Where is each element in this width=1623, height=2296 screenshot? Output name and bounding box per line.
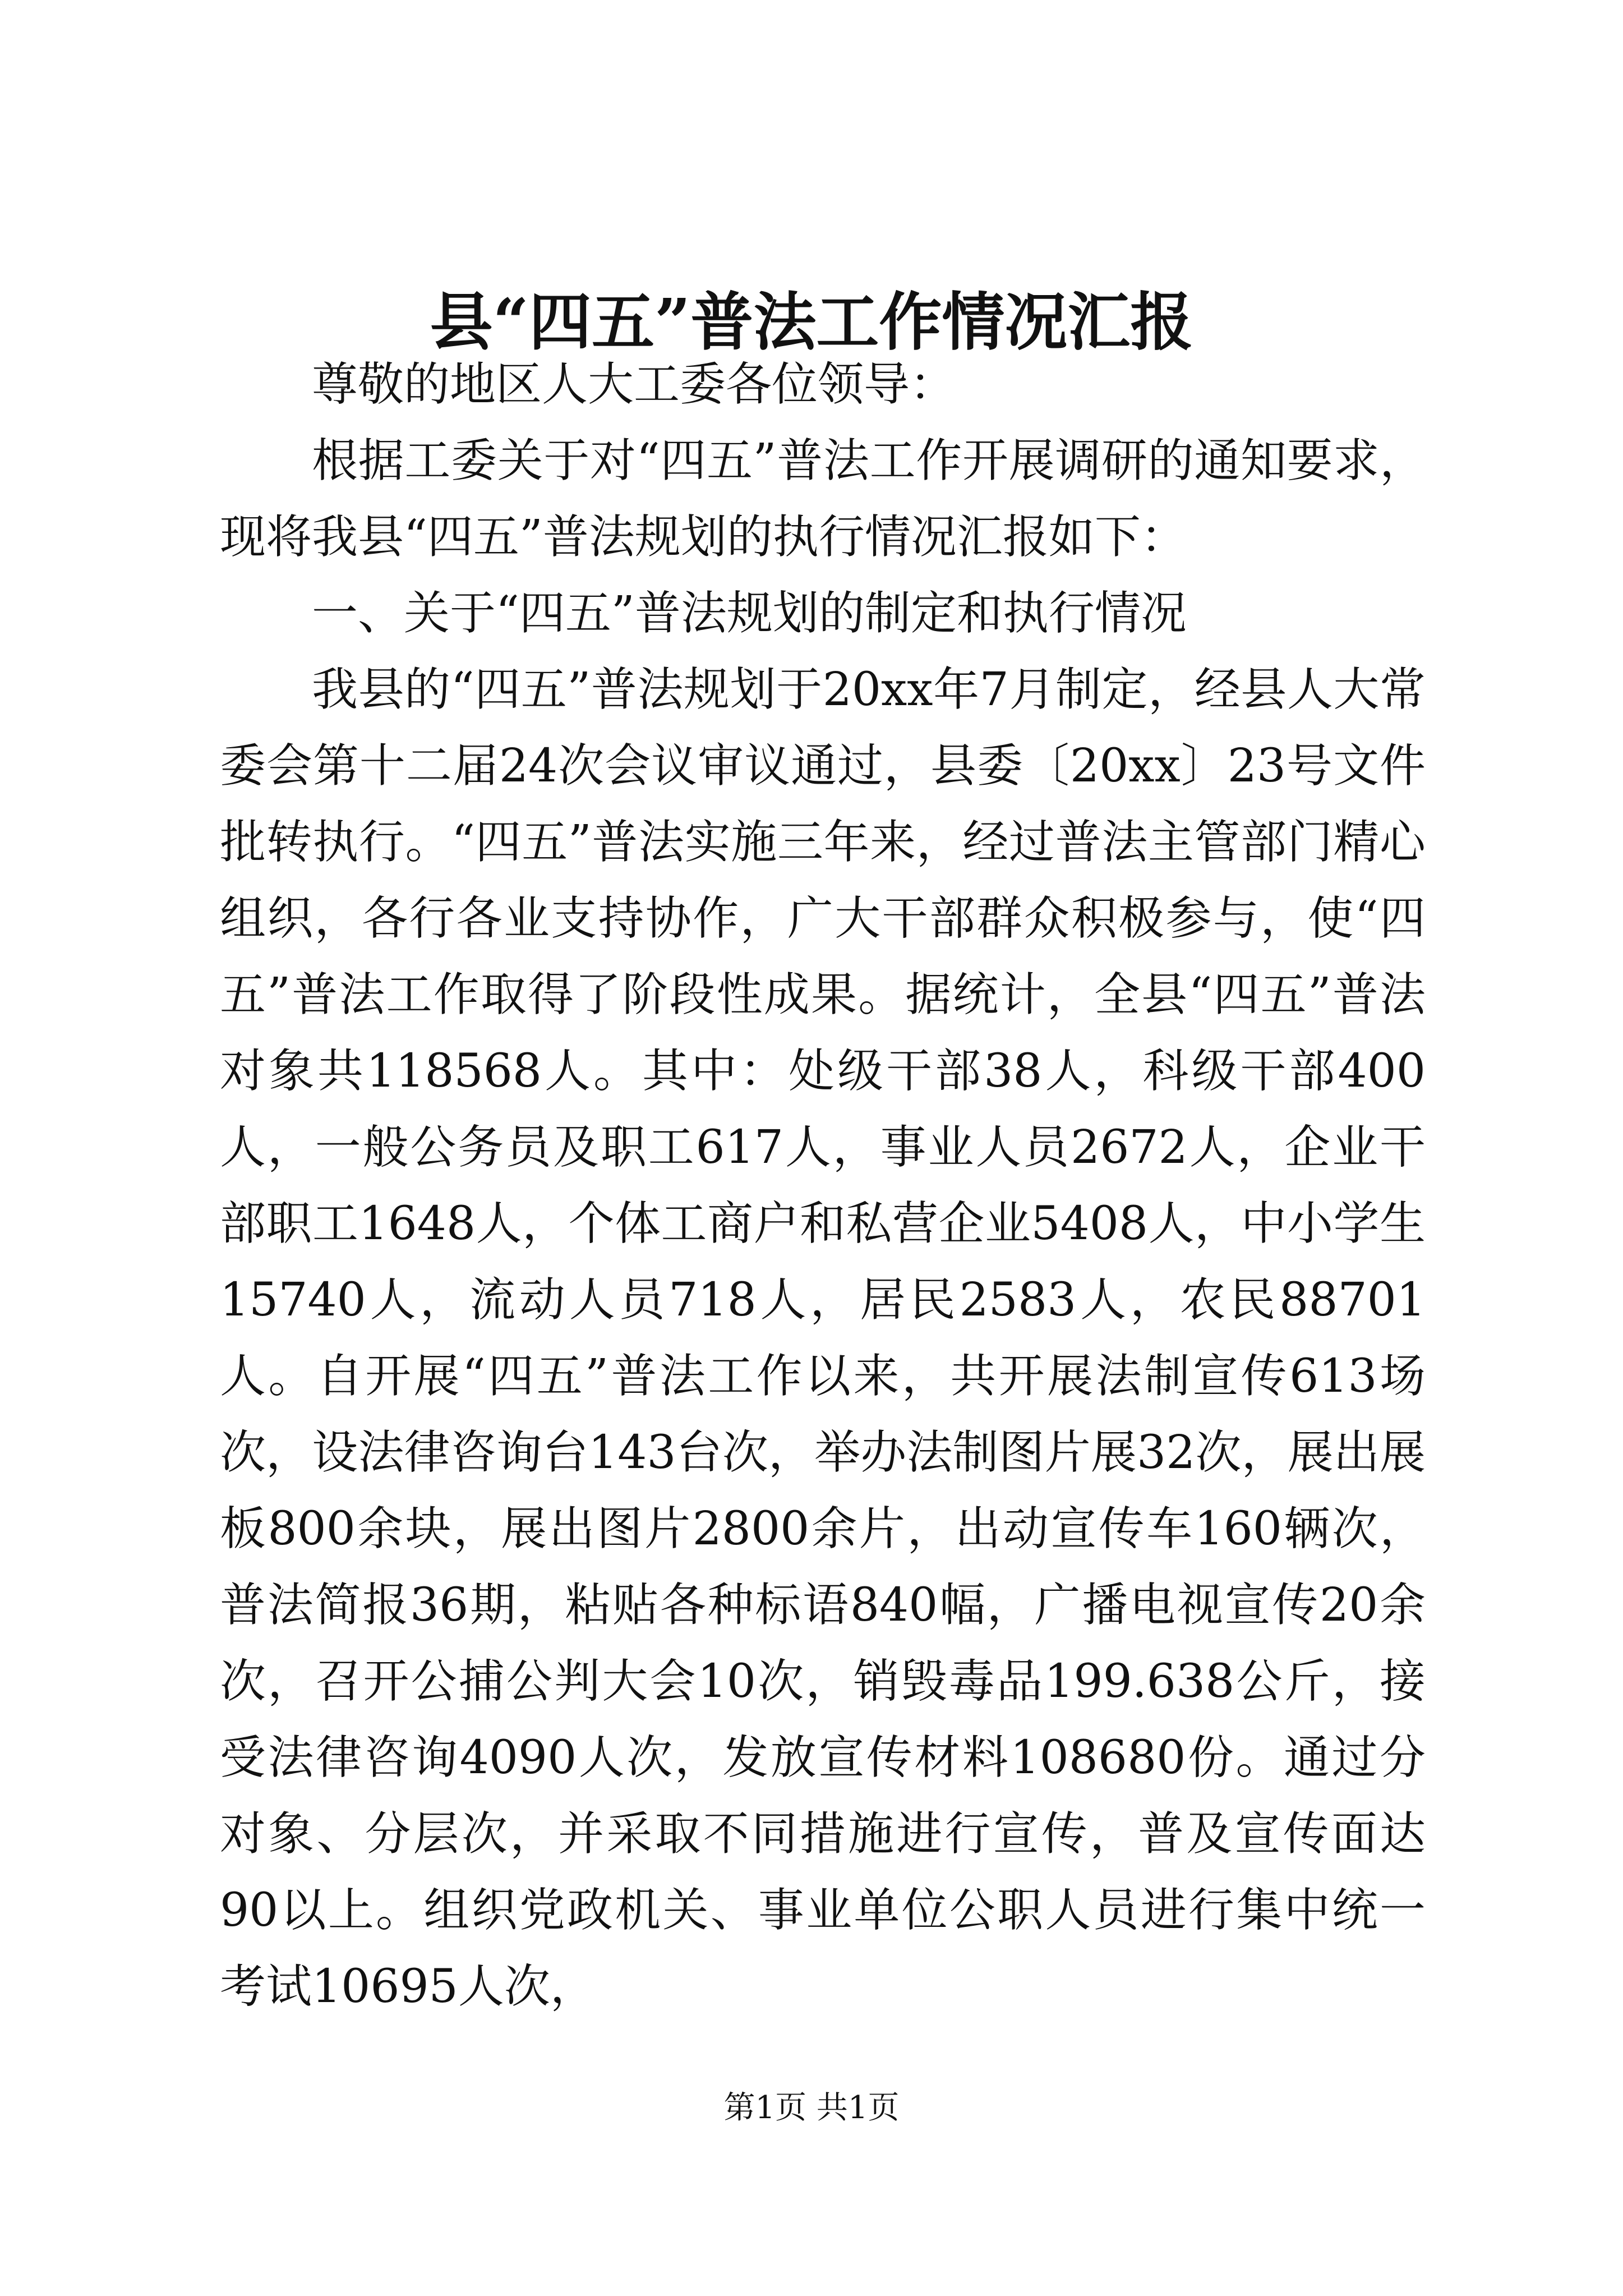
salutation-paragraph: 尊敬的地区人大工委各位领导： — [312, 358, 956, 411]
page-number-footer: 第1页 共1页 — [723, 2090, 900, 2126]
section-heading: 一、关于“四五”普法规划的制定和执行情况 — [312, 587, 1187, 640]
document-body — [220, 347, 1426, 2025]
intro-paragraph: 根据工委关于对“四五”普法工作开展调研的通知要求，现将我县“四五”普法规划的执行情况汇报如下： — [220, 434, 1426, 564]
body-paragraph: 我县的“四五”普法规划于20xx年7月制定，经县人大常委会第十二届24次会议审议通过，县委〔20xx〕23号文件批转执行。“四五”普法实施三年来，经过普法主管部门精心组织，各行各业支持协作，广大干部群众积极参与，使“四五”普法工作取得了阶段性成果。据统计，全县“四五”普法对象共118568人。其中：处级干部38人，科级干部400人，一般公务员及职工617人，事业人员2672人，企业干部职工1648人，个体工商户和私营企业5408人，中小学生15740人，流动人员718人，居民2583人，农民88701人。自开展“四五”普法工作以来，共开展法制宣传613场次，设法律咨询台143台次，举办法制图片展32次，展出展板800余块，展出图片2800余片，出动宣传车160辆次，普法简报36期，粘贴各种标语840幅，广播电视宣传20余次，召开公捕公判大会10次，销毁毒品199.638公斤，接受法律咨询4090人次，发放宣传材料108680份。通过分对象、分层次，并采取不同措施进行宣传，普及宣传面达90以上。组织党政机关、事业单位公职人员进行集中统一考试10695人次， — [220, 663, 1426, 2013]
document-title: 县“四五”普法工作情况汇报 — [430, 286, 1193, 359]
